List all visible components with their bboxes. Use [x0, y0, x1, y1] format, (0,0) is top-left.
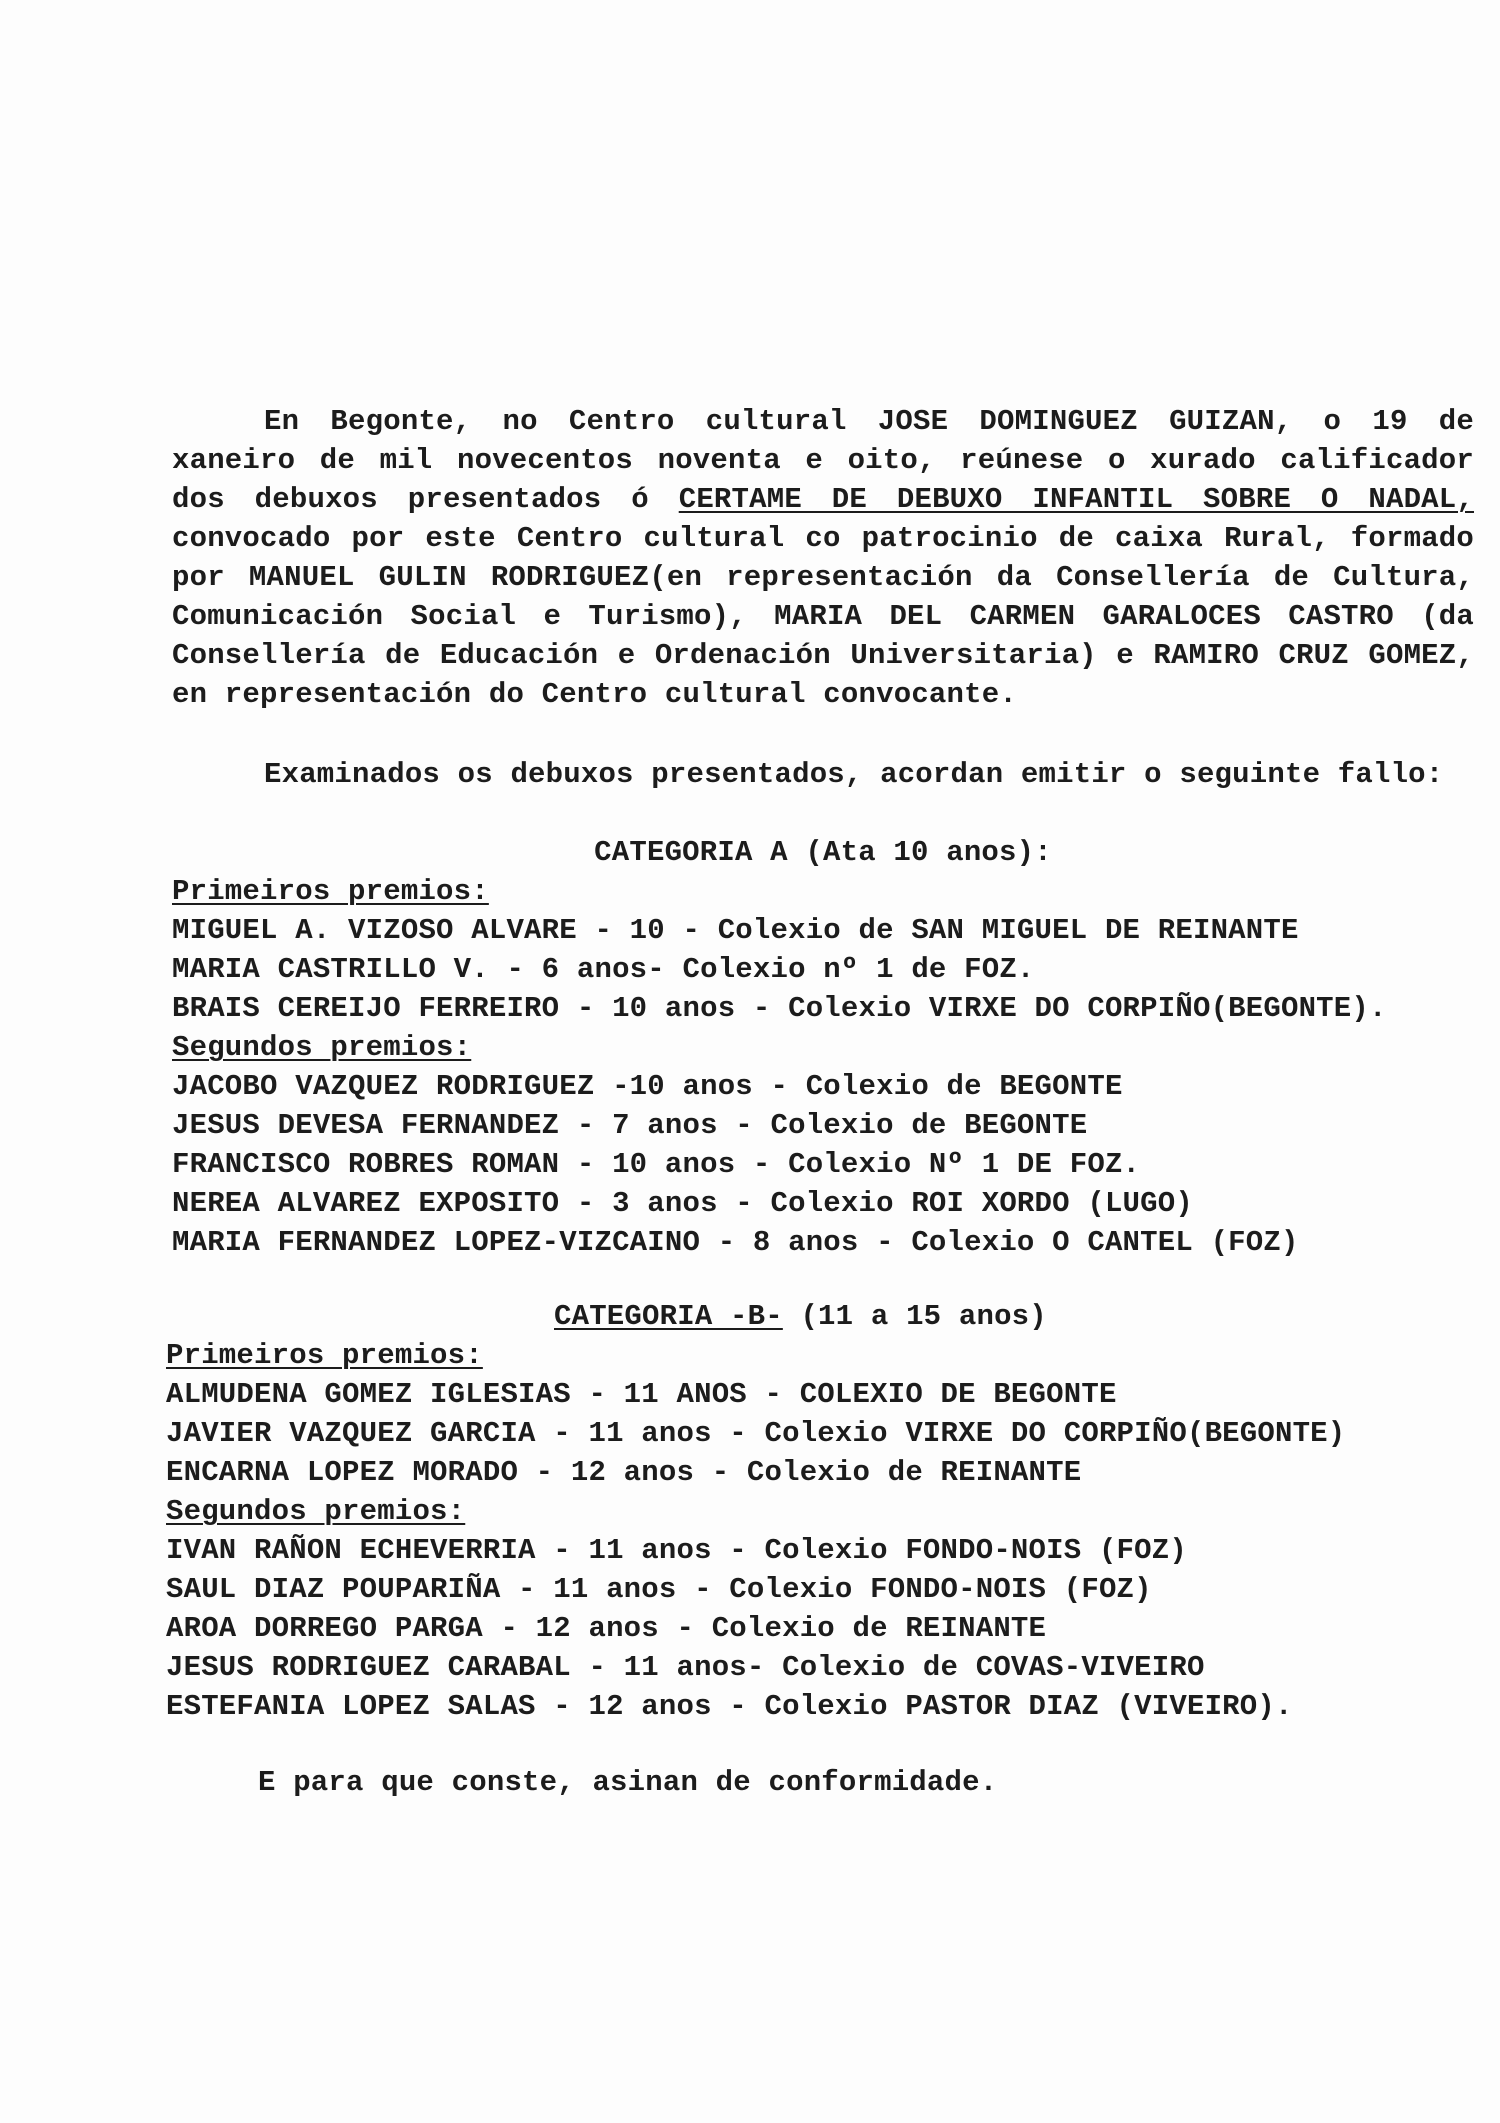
- closing-text: E para que conste, asinan de conformidade.: [258, 1766, 998, 1799]
- list-item: JESUS DEVESA FERNANDEZ - 7 anos - Colexio de BEGONTE: [172, 1109, 1088, 1142]
- category-b-section: [166, 1297, 1468, 1726]
- exam-paragraph: [172, 755, 1474, 794]
- list-item: MARIA FERNANDEZ LOPEZ-VIZCAINO - 8 anos - Colexio O CANTEL (FOZ): [172, 1226, 1299, 1259]
- list-item: ALMUDENA GOMEZ IGLESIAS - 11 ANOS - COLEXIO DE BEGONTE: [166, 1378, 1117, 1411]
- list-item: MIGUEL A. VIZOSO ALVARE - 10 - Colexio de SAN MIGUEL DE REINANTE: [172, 914, 1299, 947]
- list-item: IVAN RAÑON ECHEVERRIA - 11 anos - Colexio FONDO-NOIS (FOZ): [166, 1534, 1187, 1567]
- list-item: ENCARNA LOPEZ MORADO - 12 anos - Colexio de REINANTE: [166, 1456, 1082, 1489]
- list-item: JACOBO VAZQUEZ RODRIGUEZ -10 anos - Colexio de BEGONTE: [172, 1070, 1123, 1103]
- list-item: JESUS RODRIGUEZ CARABAL - 11 anos- Colexio de COVAS-VIVEIRO: [166, 1651, 1205, 1684]
- category-a-section: [172, 833, 1474, 1262]
- category-a-first-label: Primeiros premios:: [172, 875, 489, 908]
- category-b-title-underlined: CATEGORIA -B-: [554, 1300, 783, 1333]
- closing-paragraph: [258, 1763, 1500, 1802]
- list-item: BRAIS CEREIJO FERREIRO - 10 anos - Colexio VIRXE DO CORPIÑO(BEGONTE).: [172, 992, 1387, 1025]
- intro-text-before: En Begonte, no Centro cultural JOSE DOMINGUEZ GUIZAN, o 19 de xaneiro de mil novecentos noventa e oito, reúnese o xurado calificador dos debuxos presentados ó: [172, 405, 1474, 516]
- intro-text-after: convocado por este Centro cultural co patrocinio de caixa Rural, formado por MANUEL GULIN RODRIGUEZ(en representación da Consellería de Cultura, Comunicación Social e Turismo), MARIA DEL CARMEN GARALOCES CASTRO (da Consellería de Educación e Ordenación Universitaria) e RAMIRO CRUZ GOMEZ, en representación do Centro cultural convocante.: [172, 522, 1474, 711]
- category-b-title-rest: (11 a 15 anos): [782, 1300, 1047, 1333]
- list-item: AROA DORREGO PARGA - 12 anos - Colexio de REINANTE: [166, 1612, 1047, 1645]
- list-item: SAUL DIAZ POUPARIÑA - 11 anos - Colexio FONDO-NOIS (FOZ): [166, 1573, 1152, 1606]
- list-item: NEREA ALVAREZ EXPOSITO - 3 anos - Colexio ROI XORDO (LUGO): [172, 1187, 1193, 1220]
- exam-text: Examinados os debuxos presentados, acordan emitir o seguinte fallo:: [264, 758, 1444, 791]
- intro-paragraph: [172, 402, 1474, 714]
- category-a-second-label: Segundos premios:: [172, 1031, 472, 1064]
- list-item: FRANCISCO ROBRES ROMAN - 10 anos - Colexio Nº 1 DE FOZ.: [172, 1148, 1141, 1181]
- category-a-title: CATEGORIA A (Ata 10 anos):: [594, 836, 1052, 869]
- list-item: ESTEFANIA LOPEZ SALAS - 12 anos - Colexio PASTOR DIAZ (VIVEIRO).: [166, 1690, 1293, 1723]
- contest-name: CERTAME DE DEBUXO INFANTIL SOBRE O NADAL,: [678, 483, 1474, 516]
- category-b-first-label: Primeiros premios:: [166, 1339, 483, 1372]
- intro-text: [172, 402, 1474, 714]
- category-b-title: [166, 1297, 1468, 1336]
- list-item: JAVIER VAZQUEZ GARCIA - 11 anos - Colexio VIRXE DO CORPIÑO(BEGONTE): [166, 1417, 1346, 1450]
- list-item: MARIA CASTRILLO V. - 6 anos- Colexio nº 1 de FOZ.: [172, 953, 1035, 986]
- category-b-second-label: Segundos premios:: [166, 1495, 466, 1528]
